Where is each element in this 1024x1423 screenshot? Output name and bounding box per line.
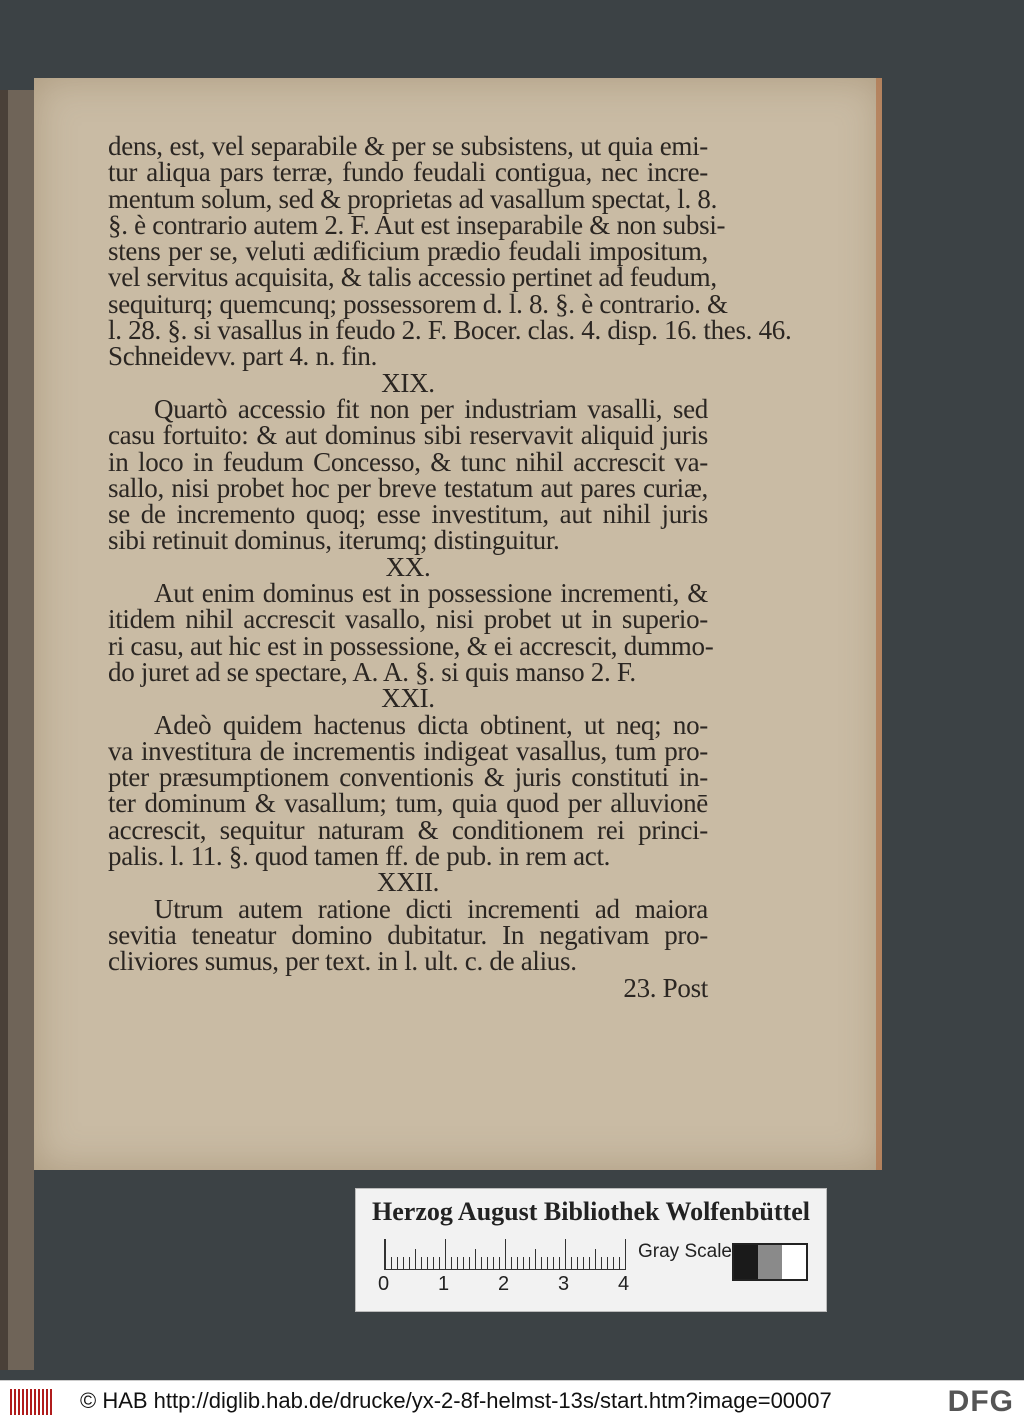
- source-url-link[interactable]: © HAB http://diglib.hab.de/drucke/yx-2-8f-helmst-13s/start.htm?image=00007: [80, 1388, 832, 1413]
- ruler-tick: [595, 1249, 596, 1269]
- page-text: [108, 131, 792, 1003]
- ruler-tick: [427, 1257, 428, 1269]
- text-line: itidem nihil accrescit vasallo, nisi probet ut in superio-: [108, 604, 708, 635]
- text-line: sequiturq; quemcunq; possessorem d. l. 8. §. è contrario. &: [108, 288, 728, 319]
- ruler-number: 2: [498, 1273, 510, 1295]
- ruler-tick: [475, 1249, 476, 1269]
- gray-scale-label: Gray Scale: [638, 1241, 732, 1262]
- ruler-tick: [619, 1257, 620, 1269]
- text-line: vel servitus acquisita, & talis accessio pertinet ad feudum,: [108, 262, 717, 293]
- text-line: Schneidevv. part 4. n. fin.: [108, 341, 378, 372]
- text-line: dens, est, vel separabile & per se subsistens, ut quia emi-: [108, 131, 708, 161]
- ruler-tick: [445, 1239, 446, 1269]
- ruler-tick: [463, 1257, 464, 1269]
- ruler-tick: [613, 1257, 614, 1269]
- text-line: cliviores sumus, per text. in l. ult. c. de alius.: [108, 946, 577, 977]
- ruler-number: 4: [618, 1273, 630, 1295]
- text-line: l. 28. §. si vasallus in feudo 2. F. Bocer. clas. 4. disp. 16. thes. 46.: [108, 315, 792, 346]
- text-line: sallo, nisi probet hoc per breve testatum aut pares curiæ,: [108, 472, 708, 503]
- gray-scale-swatch: [732, 1243, 808, 1281]
- ruler-tick: [607, 1257, 608, 1269]
- ruler-tick: [601, 1257, 602, 1269]
- ruler-tick: [493, 1257, 494, 1269]
- ruler-tick: [415, 1249, 416, 1269]
- ruler-tick: [409, 1257, 410, 1269]
- text-line: mentum solum, sed & proprietas ad vasallum spectat, l. 8.: [108, 183, 718, 214]
- viewer-footer: [0, 1380, 1024, 1423]
- ruler-tick: [559, 1257, 560, 1269]
- text-line: Quartò accessio fit non per industriam vasalli, sed: [154, 393, 708, 424]
- ruler-tick: [397, 1257, 398, 1269]
- section-heading: XX.: [385, 551, 431, 582]
- ruler-tick: [541, 1257, 542, 1269]
- ruler-tick: [499, 1257, 500, 1269]
- ruler-tick: [457, 1257, 458, 1269]
- ruler-tick: [481, 1257, 482, 1269]
- ruler-tick: [553, 1257, 554, 1269]
- text-line: va investitura de incrementis indigeat vasallus, tum pro-: [108, 735, 708, 766]
- ruler-tick: [517, 1257, 518, 1269]
- text-line: ri casu, aut hic est in possessione, & ei accrescit, dummo-: [108, 630, 714, 661]
- text-line: palis. l. 11. §. quod tamen ff. de pub. in rem act.: [108, 841, 611, 872]
- ruler-tick: [511, 1257, 512, 1269]
- library-color-card: [355, 1188, 827, 1312]
- section-heading: XIX.: [381, 367, 435, 398]
- swatch-gray: [758, 1245, 782, 1279]
- ruler-tick: [421, 1257, 422, 1269]
- text-line: accrescit, sequitur naturam & conditionem rei princi-: [108, 814, 708, 845]
- ruler-tick: [535, 1249, 536, 1269]
- swatch-black: [734, 1245, 758, 1279]
- ruler-tick: [589, 1257, 590, 1269]
- scale-ruler: [384, 1239, 626, 1270]
- text-line: Utrum autem ratione dicti incrementi ad maiora: [154, 893, 708, 924]
- hab-barcode-icon: [10, 1389, 54, 1415]
- ruler-tick: [625, 1239, 626, 1269]
- document-page: [34, 78, 882, 1170]
- spine-shadow: [0, 90, 8, 1370]
- text-line: Adeò quidem hactenus dicta obtinent, ut neq; no-: [154, 709, 708, 740]
- ruler-tick: [391, 1257, 392, 1269]
- text-line: tur aliqua pars terræ, fundo feudali contigua, nec incre-: [108, 157, 708, 188]
- ruler-tick: [439, 1257, 440, 1269]
- text-line: ter dominum & vasallum; tum, quia quod per alluvionē: [108, 788, 708, 819]
- ruler-tick: [547, 1257, 548, 1269]
- page-edge: [876, 78, 882, 1170]
- catchword: 23. Post: [623, 972, 708, 1003]
- dfg-logo: DFG: [947, 1385, 1014, 1418]
- text-line: se de incremento quoq; esse investitum, aut nihil juris: [108, 499, 708, 530]
- ruler-tick: [583, 1257, 584, 1269]
- ruler-tick: [571, 1257, 572, 1269]
- ruler-tick: [403, 1257, 404, 1269]
- text-line: casu fortuito: & aut dominus sibi reservavit aliquid juris: [108, 420, 708, 451]
- library-name: Herzog August Bibliothek Wolfenbüttel: [372, 1197, 810, 1226]
- ruler-tick: [487, 1257, 488, 1269]
- text-line: §. è contrario autem 2. F. Aut est inseparabile & non subsi-: [108, 209, 726, 240]
- ruler-tick: [529, 1257, 530, 1269]
- text-line: pter præsumptionem conventionis & juris constituti in-: [108, 762, 708, 793]
- swatch-white: [782, 1245, 806, 1279]
- text-line: sevitia teneatur domino dubitatur. In negativam pro-: [108, 919, 708, 950]
- ruler-number: 1: [438, 1273, 450, 1295]
- ruler-tick: [385, 1239, 386, 1269]
- ruler-tick: [451, 1257, 452, 1269]
- text-line: do juret ad se spectare, A. A. §. si quis manso 2. F.: [108, 656, 636, 687]
- ruler-tick: [523, 1257, 524, 1269]
- ruler-number: 0: [378, 1273, 390, 1295]
- text-line: Aut enim dominus est in possessione incrementi, &: [154, 578, 708, 609]
- ruler-tick: [469, 1257, 470, 1269]
- text-line: stens per se, veluti ædificium prædio feudali impositum,: [108, 236, 708, 267]
- ruler-tick: [565, 1239, 566, 1269]
- section-heading: XXII.: [376, 867, 440, 898]
- text-line: in loco in feudum Concesso, & tunc nihil accrescit va-: [108, 446, 708, 477]
- ruler-tick: [433, 1257, 434, 1269]
- ruler-tick: [577, 1257, 578, 1269]
- section-heading: XXI.: [381, 683, 435, 714]
- text-line: sibi retinuit dominus, iterumq; distinguitur.: [108, 525, 560, 556]
- ruler-number: 3: [558, 1273, 570, 1295]
- ruler-tick: [505, 1239, 506, 1269]
